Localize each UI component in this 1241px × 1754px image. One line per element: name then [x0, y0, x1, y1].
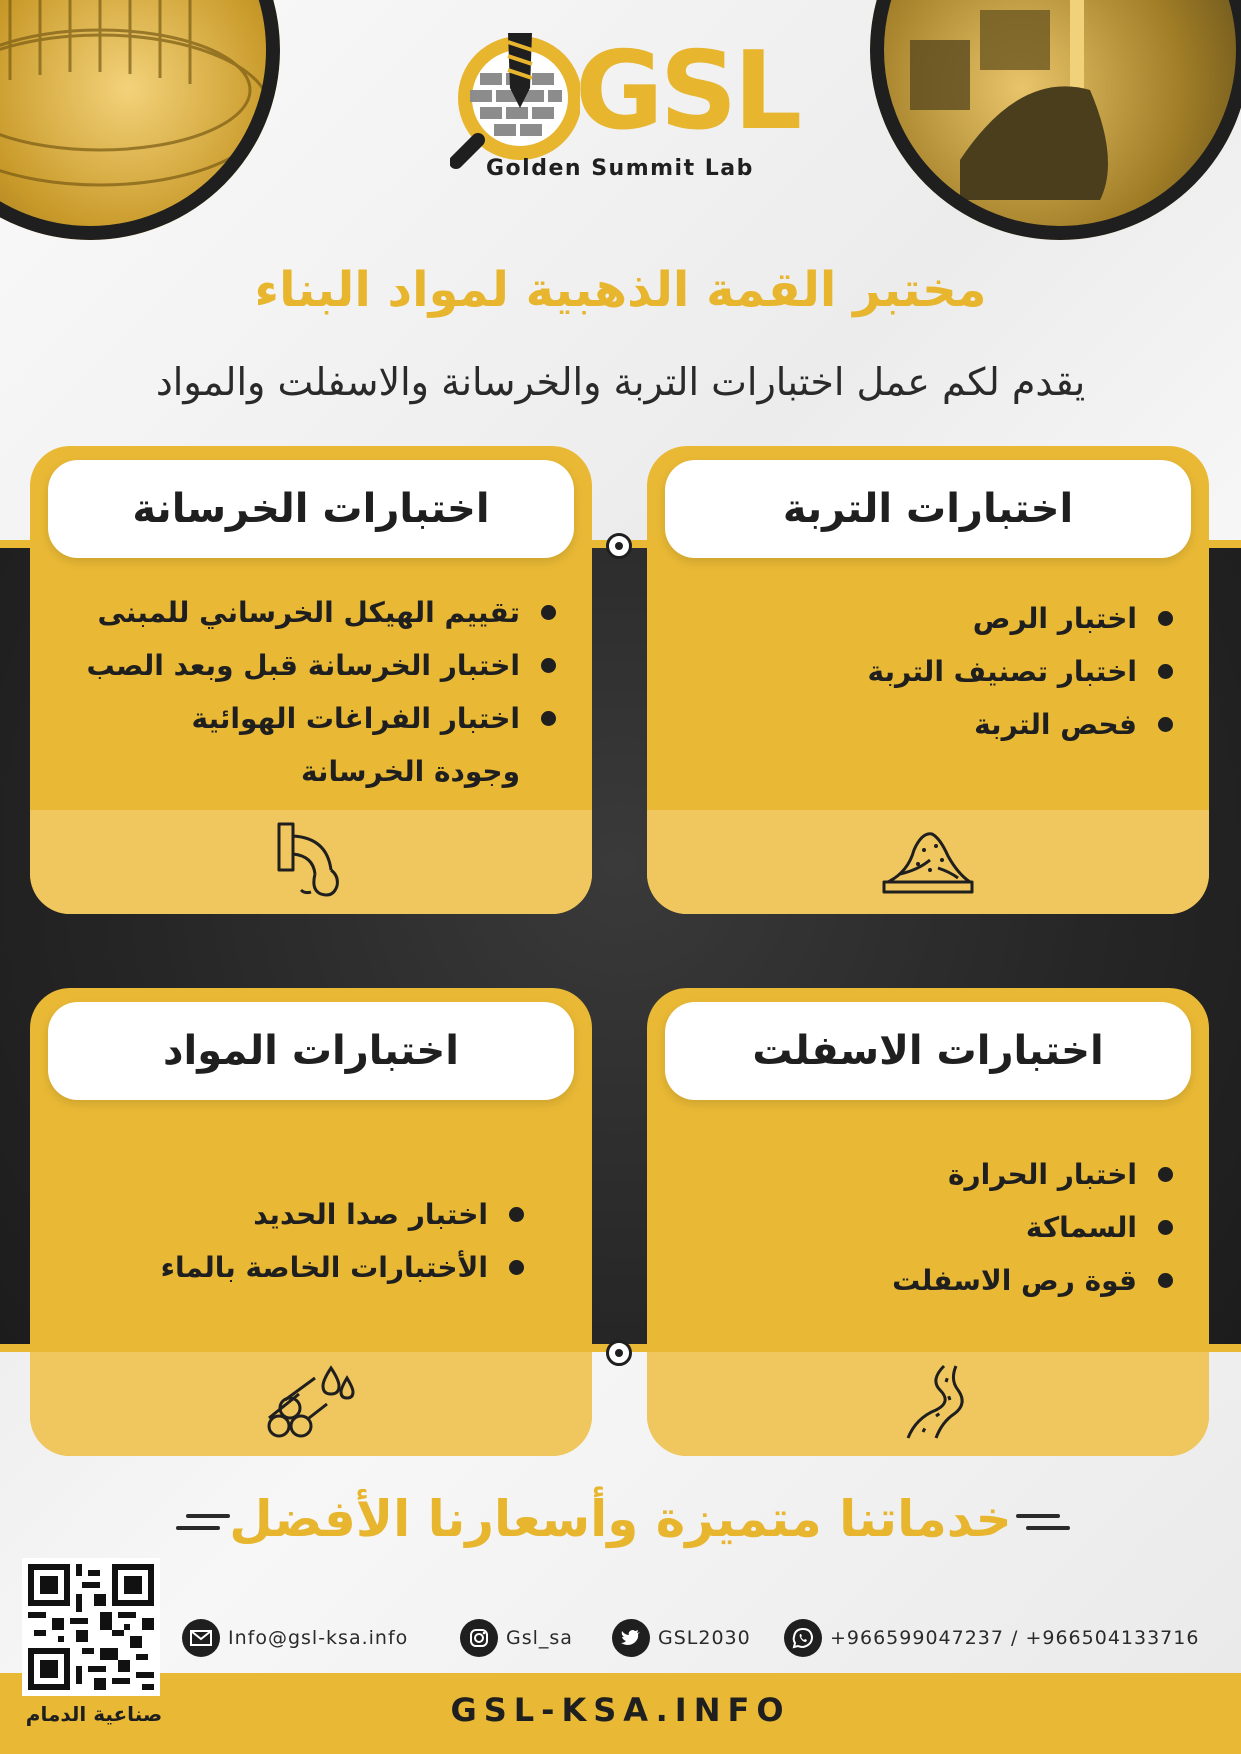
qr-code-icon [28, 1564, 154, 1690]
logo-letters: GSL [575, 29, 799, 154]
list-item: اختبار صدا الحديد [34, 1188, 524, 1241]
slogan: خدماتنا متميزة وأسعارنا الأفضل [229, 1490, 1012, 1548]
instagram-icon [460, 1619, 498, 1657]
twitter-icon [612, 1619, 650, 1657]
mail-icon [182, 1619, 220, 1657]
card-title: اختبارات المواد [48, 1002, 574, 1100]
materials-tests-card [30, 988, 592, 1456]
qr-code[interactable] [22, 1558, 160, 1696]
pipes-water-icon [261, 1362, 361, 1442]
materials-tests-list [34, 1188, 524, 1294]
card-title: اختبارات التربة [665, 460, 1191, 558]
instagram-handle: Gsl_sa [506, 1627, 573, 1649]
whatsapp-contact[interactable] [784, 1618, 1199, 1658]
asphalt-tests-list [683, 1148, 1173, 1307]
soil-tests-card [647, 446, 1209, 914]
concrete-pour-icon [261, 820, 361, 900]
twitter-handle: GSL2030 [658, 1627, 751, 1649]
gsl-logo [450, 28, 799, 188]
soil-pile-icon [878, 820, 978, 900]
list-item-continuation: وجودة الخرسانة [300, 755, 520, 788]
email-text: Info@gsl-ksa.info [228, 1627, 409, 1649]
list-item: اختبار تصنيف التربة [683, 645, 1173, 698]
logo-subtitle: Golden Summit Lab [486, 156, 754, 181]
list-item: اختبار الحرارة [683, 1148, 1173, 1201]
page-title: مختبر القمة الذهبية لمواد البناء [254, 262, 987, 318]
list-item: السماكة [683, 1201, 1173, 1254]
list-item: الأختبارات الخاصة بالماء [34, 1241, 524, 1294]
phone-numbers: +966599047237 / +966504133716 [830, 1627, 1200, 1649]
list-item: قوة رص الاسفلت [683, 1254, 1173, 1307]
email-contact[interactable] [182, 1618, 408, 1658]
lab-equipment-photo [0, 0, 280, 240]
card-title: اختبارات الخرسانة [48, 460, 574, 558]
connector-dot [606, 1340, 632, 1366]
footer-bar [0, 1673, 1241, 1754]
list-item: اختبار الفراغات الهوائية [66, 692, 556, 745]
page-subtitle: يقدم لكم عمل اختبارات التربة والخرسانة والاسفلت والمواد [155, 360, 1086, 404]
card-title: اختبارات الاسفلت [665, 1002, 1191, 1100]
list-item: اختبار الخرسانة قبل وبعد الصب [66, 639, 556, 692]
twitter-contact[interactable] [612, 1618, 751, 1658]
list-item: تقييم الهيكل الخرساني للمبنى [66, 586, 556, 639]
list-item: اختبار الرص [683, 592, 1173, 645]
asphalt-tests-card [647, 988, 1209, 1456]
location-caption: صناعية الدمام [25, 1702, 163, 1726]
road-icon [878, 1362, 978, 1442]
soil-testing-photo [870, 0, 1241, 240]
soil-tests-list [683, 592, 1173, 751]
connector-dot [606, 533, 632, 559]
instagram-contact[interactable] [460, 1618, 573, 1658]
list-item: فحص التربة [683, 698, 1173, 751]
concrete-tests-list [66, 586, 556, 798]
whatsapp-icon [784, 1619, 822, 1657]
concrete-tests-card [30, 446, 592, 914]
website-link[interactable]: GSL-KSA.INFO [450, 1691, 791, 1729]
